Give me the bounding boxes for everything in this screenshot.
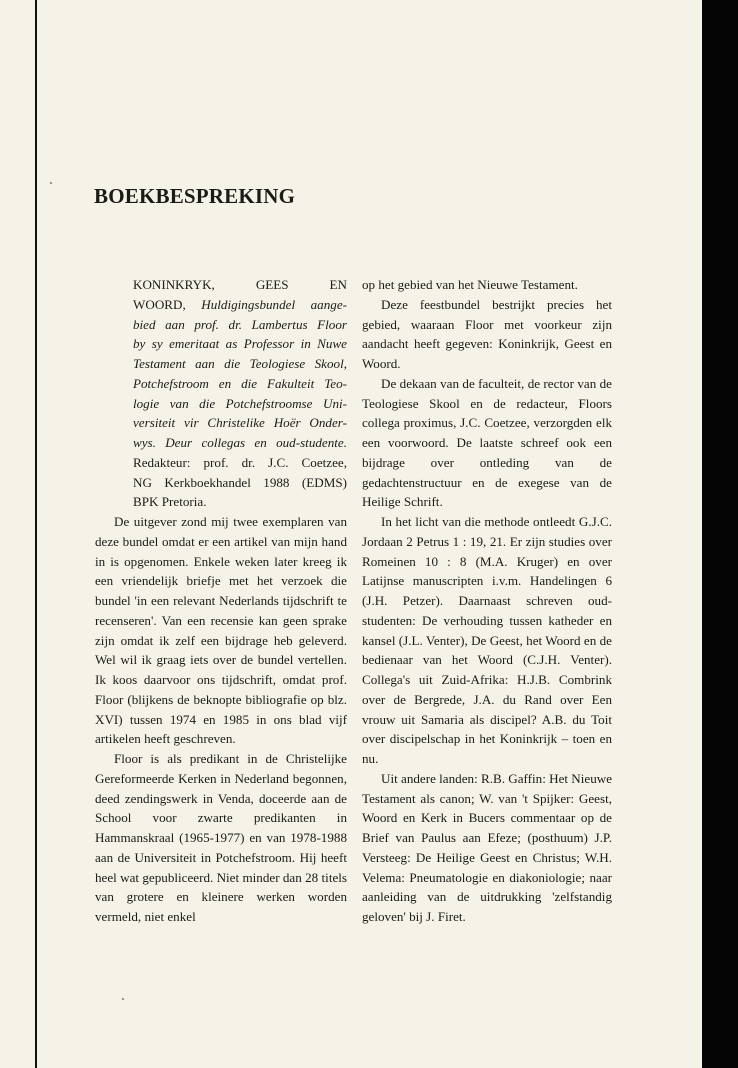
citation-text: bied aan prof. dr. Lambertus Floor (133, 316, 347, 332)
citation-text: KONINKRYK, GEES EN (133, 277, 347, 292)
paragraph: In het licht van die methode ontleedt G.J.C. Jordaan 2 Petrus 1 : 19, 21. Er zijn studies over Romeinen 10 : 8 (M.A. Kruger) en over Latijnse manuscripten i.v.m. Handelingen 6 (J.H. Petzer). Daarnaast schreven oud-studenten: De verhouding tussen katheder en kansel (J.L. Venter), De Geest, het Woord en de bedienaar van het Woord (C.J.H. Venter). Collega's uit Zuid-Afrika: H.J.B. Combrink over de Bergrede, J.A. du Rand over Een vrouw uit Samaria als discipel? A.B. du Toit over discipelschap in het Koninkrijk – toen en nu. (362, 514, 612, 766)
book-citation (95, 275, 347, 512)
citation-line (133, 413, 347, 433)
right-column (362, 275, 612, 927)
scan-speck (50, 182, 52, 184)
citation-line (133, 334, 347, 354)
citation-text: NG Kerkboekhandel 1988 (EDMS) (133, 474, 347, 490)
citation-text: WOORD, (133, 296, 186, 312)
citation-text: Potchefstroom en die Fakulteit Teo- (133, 375, 347, 391)
left-paragraphs (95, 512, 347, 927)
page-title: BOEKBESPREKING (94, 184, 296, 208)
citation-line (133, 433, 347, 453)
left-column (95, 275, 347, 927)
citation-text: Redakteur: prof. dr. J.C. Coetzee, (133, 454, 347, 470)
scan-speck (122, 998, 124, 1000)
citation-text: wys. Deur collegas en oud-studente. (133, 435, 347, 450)
citation-line (133, 374, 347, 394)
scan-right-border (702, 0, 738, 1068)
citation-line (133, 453, 347, 473)
citation-text: Huldigingsbundel aange- (201, 296, 347, 312)
paragraph: Uit andere landen: R.B. Gaffin: Het Nieuwe Testament als canon; W. van 't Spijker: Geest, Woord en Kerk in Bucers commentaar op de Brief van Paulus aan Efeze; (posthuum) J.P. Versteeg: De Heilige Geest en Christus; W.H. Velema: Pneumatologie en diakoniologie; naar aanleiding van de uitdrukking 'zelfstandig geloven' bij J. Firet. (362, 770, 613, 924)
citation-text: logie van die Potchefstroomse Uni- (133, 395, 347, 411)
citation-text: Testament aan die Teologiese Skool, (133, 356, 347, 371)
citation-line (133, 354, 347, 374)
citation-line (133, 295, 347, 315)
paragraph: De uitgever zond mij twee exemplaren van deze bundel omdat er een artikel van mijn hand in is opgenomen. Enkele weken later kreeg ik een vriendelijk briefje met het verzoek die bundel 'in een relevant Nederlands tijdschrift te recenseren'. Van een recensie kan geen sprake zijn omdat ik zelf een bijdrage heb geleverd. Wel wil ik graag iets over de bundel vertellen. Ik koos daarvoor ons tijdschrift, omdat prof. Floor (blijkens de beknopte bibliografie op blz. XVI) tussen 1974 en 1985 in ons blad vijf artikelen heeft geschreven. (95, 514, 347, 747)
citation-line (133, 492, 347, 512)
citation-text: by sy emeritaat as Professor in Nuwe (133, 336, 347, 352)
citation-line (133, 315, 347, 335)
citation-line (133, 275, 347, 295)
citation-line (133, 473, 347, 493)
page-left-edge (35, 0, 37, 1068)
citation-text: versiteit vir Christelike Hoër Onder- (133, 415, 347, 431)
citation-text: BPK Pretoria. (133, 494, 207, 510)
paragraph: Floor is als predikant in de Christelijke Gereformeerde Kerken in Nederland begonnen, deed zendingswerk in Venda, doceerde aan de School voor zwarte predikanten in Hammanskraal (1965-1977) en van 1978-1988 aan de Universiteit in Potchefstroom. Hij heeft heel wat gepubliceerd. Niet minder dan 28 titels van grotere en kleinere werken worden vermeld, niet enkel (95, 751, 347, 924)
paragraph: op het gebied van het Nieuwe Testament. (362, 277, 578, 292)
paragraph: Deze feestbundel bestrijkt precies het gebied, waaraan Floor met voorkeur zijn aandacht heeft gegeven: Koninkrijk, Geest en Woord. (362, 296, 612, 371)
citation-line (133, 394, 347, 414)
paragraph: De dekaan van de faculteit, de rector van de Teologiese Skool en de redacteur, Floors collega proximus, J.C. Coetzee, verzorgden elk een voorwoord. De laatste schreef ook een bijdrage over ontleding van de gedachtenstructuur en de exegese van de Heilige Schrift. (362, 375, 612, 510)
